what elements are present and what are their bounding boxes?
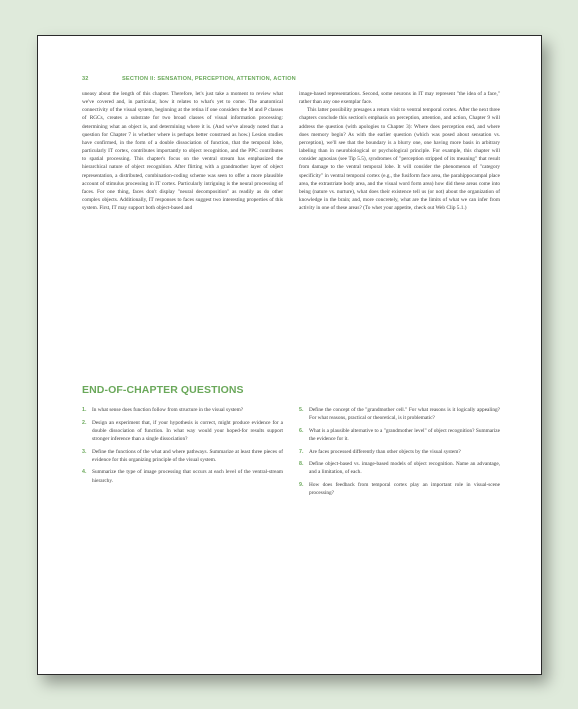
question-text: Define the concept of the "grandmother cell." For what reasons is it logically appealing? For what reasons, practical or theoretical, is it problematic? <box>309 407 500 422</box>
question-item <box>299 406 500 422</box>
question-number: 9. <box>299 482 304 489</box>
book-page <box>37 35 542 675</box>
question-item <box>82 468 283 484</box>
question-item <box>299 448 500 456</box>
question-text: Define the functions of the what and where pathways. Summarize at least three pieces of evidence for this organizing principle of the visual system. <box>92 448 283 463</box>
page-number: 32 <box>82 76 89 82</box>
left-column <box>82 90 283 212</box>
questions-list <box>82 406 500 502</box>
question-number: 8. <box>299 461 304 468</box>
question-item <box>82 406 283 414</box>
question-text: Are faces processed differently than other objects by the visual system? <box>309 448 461 455</box>
question-number: 1. <box>82 407 87 413</box>
question-item <box>299 460 500 476</box>
question-text: Summarize the type of image processing that occurs at each level of the ventral-stream hierarchy. <box>92 469 283 484</box>
question-item <box>299 481 500 497</box>
paragraph: uneasy about the length of this chapter. Therefore, let's just take a moment to review what we've covered and, in particular, how it relates to what's yet to come. The anatomical connectivity of the visual system, beginning at the retina if one considers the M and P classes of RGCs, creates a substrate for two broad classes of visual information processing: determining what an object is, and determining where it is. (And we've already noted that a question for Chapter 7 is whether where is perhaps better construed as how.) Lesion studies have confirmed, in the form of a double dissociation of function, that the temporal lobe, particularly IT cortex, contributes importantly to object recognition, and the PPC contributes to spatial processing. This chapter's focus on the ventral stream has emphasized the hierarchical nature of object recognition. After flirting with a grandmother layer of object representation, a distributed, combination-coding scheme was seen to offer a more plausible account of stimulus processing in IT cortex. Particularly intriguing is the neural processing of faces. For one thing, faces don't display "neural decomposition" as readily as do other complex objects. Additionally, IT responses to faces suggest two interesting properties of this system. First, IT may support both object-based and <box>82 91 283 212</box>
question-text: Design an experiment that, if your hypothesis is correct, might produce evidence for a double dissociation of function. In what way would your hoped-for results support stronger inference than a single dissociation? <box>92 419 283 442</box>
question-text: In what sense does function follow from structure in the visual system? <box>92 407 244 413</box>
questions-right-column <box>299 406 500 502</box>
paragraph: This latter possibility presages a return visit to ventral temporal cortex. After the next three chapters conclude this section's emphasis on perception, attention, and action, Chapter 9 will address the question (with apologies to Chapter 3): Where does perception end, and where does memory begin? As with the earlier question (which was posed about sensation vs. perception), we'll see that the boundary is a blurry one, one having more basis in arbitrary labeling than in neurobiological or psychological principle. For example, this chapter will consider agnosias (see Tip 5.5), syndromes of "perception stripped of its meaning" that result from damage to the ventral temporal lobe. It will consider the phenomenon of "category specificity" in ventral temporal cortex (e.g., the fusiform face area, the parahippocampal place area, the extrastriate body area, and the visual word form area) how did these areas come into being (nature vs. nurture), what does their existence tell us (or not) about the organization of knowledge in the brain; and, more concretely, what are the limits of what we can infer from activity in one of these areas? (To whet your appetite, check out Web Clip 5.1.) <box>299 107 500 212</box>
question-number: 6. <box>299 427 304 434</box>
question-item <box>299 427 500 443</box>
section-header: SECTION II: SENSATION, PERCEPTION, ATTENTION, ACTION <box>122 76 296 82</box>
body-text <box>82 90 500 212</box>
question-number: 7. <box>299 448 304 455</box>
running-head <box>82 76 497 82</box>
paragraph: image-based representations. Second, some neurons in IT may represent "the idea of a face," rather than any one exemplar face. <box>299 91 500 106</box>
question-text: How does feedback from temporal cortex play an important role in visual-scene processing? <box>309 482 500 497</box>
questions-left-column <box>82 406 283 502</box>
question-text: What is a plausible alternative to a "grandmother level" of object recognition? Summarize the evidence for it. <box>309 427 500 442</box>
right-column <box>299 90 500 212</box>
question-number: 3. <box>82 448 87 455</box>
question-number: 4. <box>82 469 87 476</box>
question-number: 5. <box>299 407 304 413</box>
question-number: 2. <box>82 419 87 426</box>
question-item <box>82 419 283 443</box>
question-item <box>82 448 283 464</box>
question-text: Define object-based vs. image-based models of object recognition. Name an advantage, and a limitation, of each. <box>309 461 500 476</box>
section-title: END-OF-CHAPTER QUESTIONS <box>82 384 244 396</box>
